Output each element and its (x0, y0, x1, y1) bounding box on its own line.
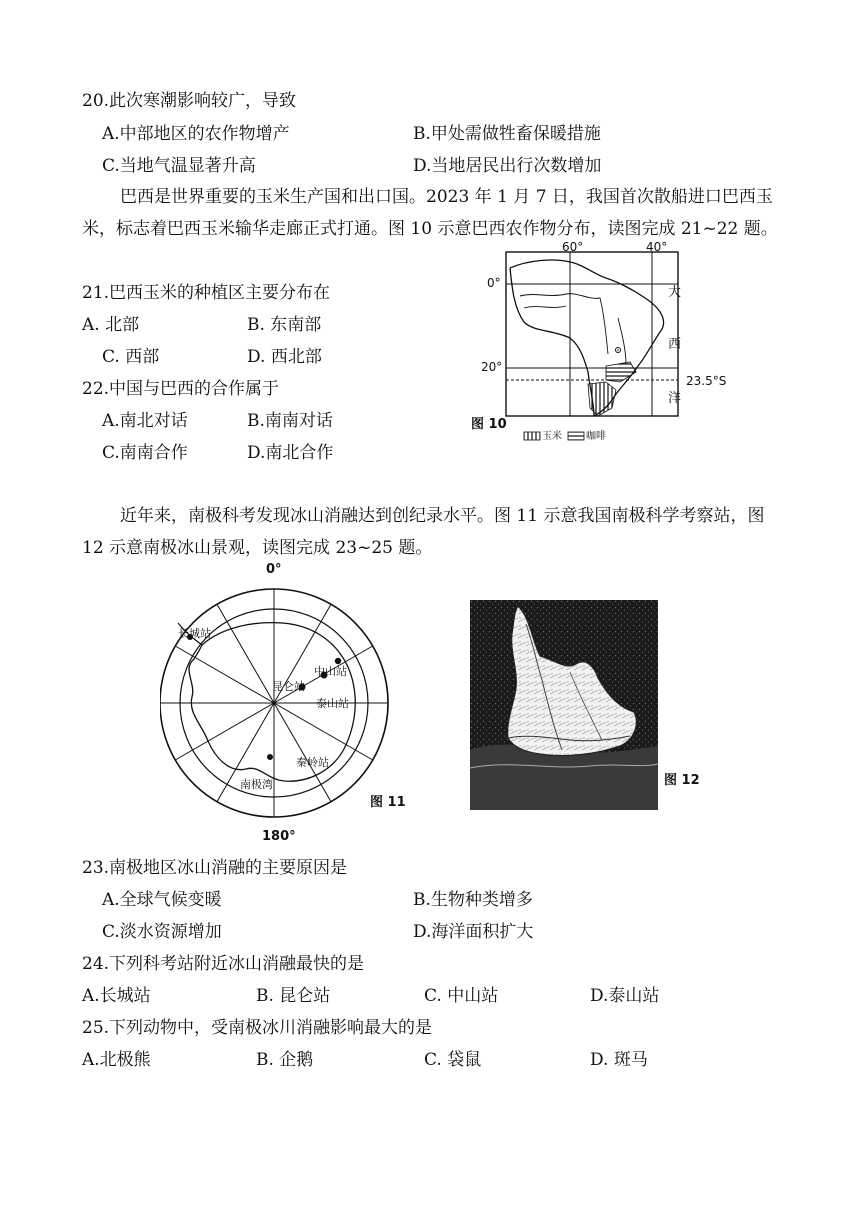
fig11-qinling-station: 秦岭站 (296, 756, 329, 769)
q21-option-a: A. 北部 (82, 315, 140, 335)
q21-option-b: B. 东南部 (247, 315, 322, 335)
fig10-caption: 图 10 (471, 417, 507, 432)
q20-option-b: B.甲处需做牲畜保暖措施 (413, 124, 601, 144)
fig11-kunlun-station: 昆仑站 (272, 680, 305, 693)
fig10-lon-60-label: 60° (562, 240, 584, 254)
fig10-ocean-label-3: 洋 (668, 391, 682, 406)
fig10-legend-corn: 玉米 (542, 431, 562, 442)
fig10-lat-20-label: 20° (481, 360, 503, 374)
q25-option-b: B. 企鹅 (256, 1050, 314, 1070)
q24-option-a: A.长城站 (82, 986, 151, 1006)
q24-option-c: C. 中山站 (424, 986, 499, 1006)
q23-option-b: B.生物种类增多 (413, 890, 533, 910)
fig10-tropic-label: 23.5°S (686, 374, 727, 388)
q25-option-d: D. 斑马 (590, 1050, 648, 1070)
q22-stem: 22.中国与巴西的合作属于 (82, 379, 280, 399)
passage-antarctica: 近年来，南极科考发现冰山消融达到创纪录水平。图 11 示意我国南极科学考察站，图 12 示意南极冰山景观，读图完成 23~25 题。 (82, 506, 765, 558)
fig11-ross-label: 南极湾 (240, 778, 273, 791)
fig10-lat-0-label: 0° (487, 276, 501, 290)
fig10-lon-40-label: 40° (646, 240, 668, 254)
fig10-ocean-label-2: 西 (668, 337, 682, 352)
q23-stem: 23.南极地区冰山消融的主要原因是 (82, 858, 348, 878)
q21-stem: 21.巴西玉米的种植区主要分布在 (82, 283, 331, 303)
fig11-caption: 图 11 (370, 795, 406, 810)
q25-option-a: A.北极熊 (82, 1050, 151, 1070)
q23-option-a: A.全球气候变暖 (102, 890, 222, 910)
q25-option-c: C. 袋鼠 (424, 1050, 482, 1070)
fig11-lon-180-label: 180° (262, 829, 296, 844)
q24-option-b: B. 昆仑站 (256, 986, 331, 1006)
fig11-changcheng-station: 长城站 (178, 627, 211, 640)
q24-option-d: D.泰山站 (590, 986, 660, 1006)
q22-option-a: A.南北对话 (102, 411, 188, 431)
fig10-ocean-label-1: 大 (668, 285, 682, 300)
fig11-lon-0-label: 0° (266, 562, 282, 577)
q21-option-d: D. 西北部 (247, 347, 322, 367)
q20-option-a: A.中部地区的农作物增产 (102, 124, 290, 144)
fig11-taishan-station: 泰山站 (316, 697, 349, 710)
q23-option-d: D.海洋面积扩大 (413, 922, 534, 942)
q22-option-b: B.南南对话 (247, 411, 333, 431)
q21-option-c: C. 西部 (102, 347, 160, 367)
passage-brazil-corn: 巴西是世界重要的玉米生产国和出口国。2023 年 1 月 7 日，我国首次散船进口巴西玉米，标志着巴西玉米输华走廊正式打通。图 10 示意巴西农作物分布，读图完成 21~22 题。 (82, 187, 778, 239)
q20-option-d: D.当地居民出行次数增加 (413, 156, 602, 176)
q20-stem: 20.此次寒潮影响较广，导致 (82, 91, 297, 111)
q23-option-c: C.淡水资源增加 (102, 922, 222, 942)
q22-option-c: C.南南合作 (102, 443, 188, 463)
fig10-legend-coffee: 咖啡 (586, 431, 606, 442)
q24-stem: 24.下列科考站附近冰山消融最快的是 (82, 954, 365, 974)
fig12-caption: 图 12 (664, 773, 700, 788)
q22-option-d: D.南北合作 (247, 443, 334, 463)
fig11-zhongshan-station: 中山站 (314, 665, 347, 678)
q25-stem: 25.下列动物中，受南极冰川消融影响最大的是 (82, 1018, 433, 1038)
q20-option-c: C.当地气温显著升高 (102, 156, 256, 176)
